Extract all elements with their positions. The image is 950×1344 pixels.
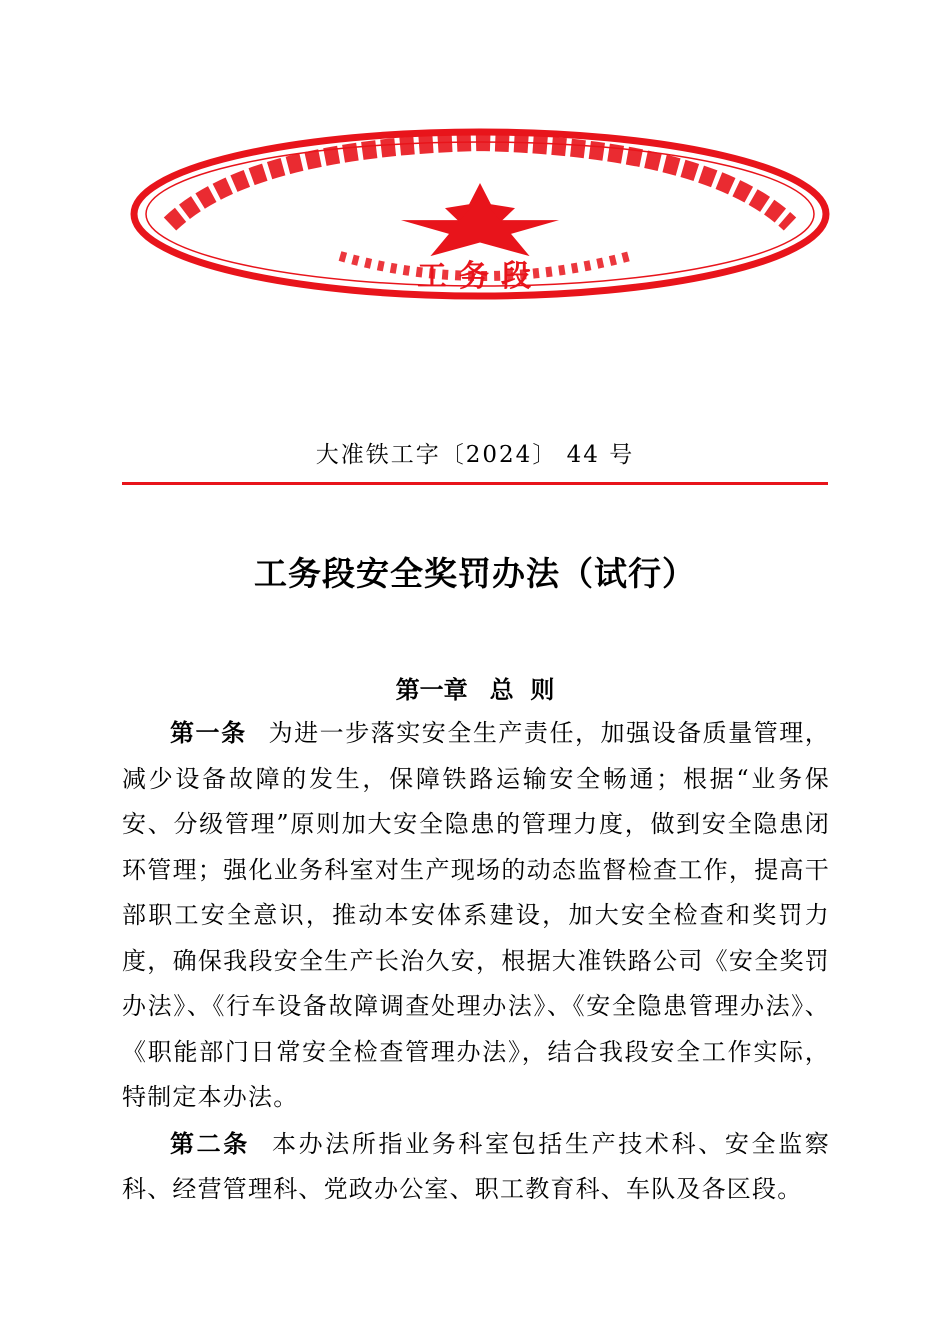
article-label: 第一条 [170,718,247,747]
article-label: 第二条 [170,1128,250,1158]
article-text: 为进一步落实安全生产责任，加强设备质量管理，减少设备故障的发生，保障铁路运输安全畅通；根据“业务保安、分级管理”原则加大安全隐患的管理力度，做到安全隐患闭环管理；强化业务科室对生产现场的动态监督检查工作，提高干部职工安全意识，推动本安体系建设，加大安全检查和奖罚力度，确保我段安全生产长治久安，根据大准铁路公司《安全奖罚办法》、《行车设备故障调查处理办法》、《安全隐患管理办法》、《职能部门日常安全检查管理办法》，结合我段安全工作实际，特制定本办法。 [122,719,830,1111]
chapter-name: 总 则 [489,675,555,704]
chapter-number: 第一章 [395,675,468,704]
article-paragraph [122,710,830,1121]
article-paragraph [122,1121,830,1213]
document-body [122,710,830,1213]
document-number: 大准铁工字〔2024〕 44 号 [315,442,635,468]
seal-bottom-text: 工务段 [417,259,543,294]
article-text: 本办法所指业务科室包括生产技术科、安全监察科、经营管理科、党政办公室、职工教育科、车队及各区段。 [122,1129,830,1203]
red-divider-line [122,482,828,485]
official-seal [130,128,830,300]
document-title: 工务段安全奖罚办法（试行） [254,554,696,593]
chapter-heading [0,670,950,705]
